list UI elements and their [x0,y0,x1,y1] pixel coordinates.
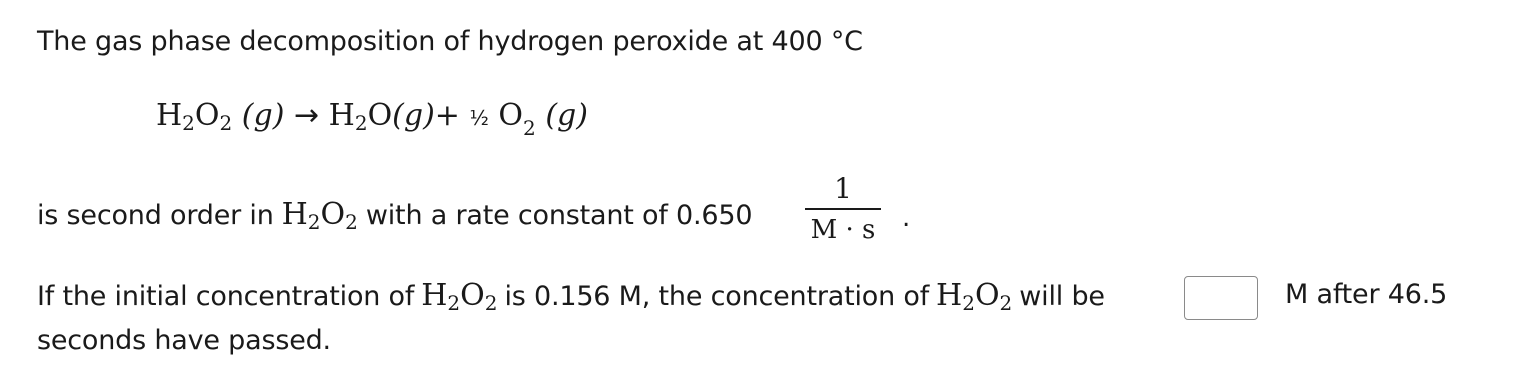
question-species-2 [936,278,1012,313]
reactant-state: (g) [241,98,285,133]
rate-units-fraction [803,170,883,248]
question-prefix: If the initial concentration of [37,281,415,312]
plus-sign: + [434,98,460,133]
product2-o: O [498,98,524,133]
q2-o: O [974,278,1000,313]
reactant-o: O [194,98,220,133]
rate-species-sub-h: 2 [307,210,321,234]
q2-sub-h: 2 [962,291,975,315]
question-line [37,278,1105,313]
question-last-line: seconds have passed. [37,325,331,356]
rate-period: . [902,203,911,233]
product1-state: (g) [392,98,435,133]
question-middle: is 0.156 M, the concentration of [504,281,930,312]
intro-text: The gas phase decomposition of hydrogen peroxide at 400 °C [37,26,863,57]
question-species-1 [421,278,497,313]
after-text: M after 46.5 [1285,279,1448,310]
rate-species-sub-o: 2 [345,210,358,234]
rate-species-o: O [320,197,346,232]
reactant-h: H [156,98,183,133]
rate-species-h: H [281,197,308,232]
answer-input[interactable] [1184,276,1258,320]
q1-o: O [460,278,485,313]
rate-middle: with a rate constant of 0.650 [365,200,753,231]
q2-h: H [936,278,963,313]
reactant-sub-o: 2 [219,111,233,135]
rate-species [282,197,358,232]
q2-sub-o: 2 [999,291,1013,315]
product1-o: O [367,98,393,133]
product2-state: (g) [545,98,588,133]
product1-sub: 2 [354,111,368,135]
fraction-denominator: M · s [810,215,876,245]
q1-h: H [421,278,448,313]
half-coefficient: ½ [469,106,489,130]
rate-constant-line [37,197,752,232]
reactant-sub-h: 2 [182,111,195,135]
fraction-numerator: 1 [834,172,852,205]
product1-h: H [328,98,355,133]
product2-sub: 2 [523,116,536,140]
reaction-equation [156,98,588,140]
reaction-arrow: → [293,98,320,133]
q1-sub-o: 2 [484,291,498,315]
question-will-be: will be [1019,281,1105,312]
q1-sub-h: 2 [447,291,461,315]
rate-prefix: is second order in [37,200,274,231]
